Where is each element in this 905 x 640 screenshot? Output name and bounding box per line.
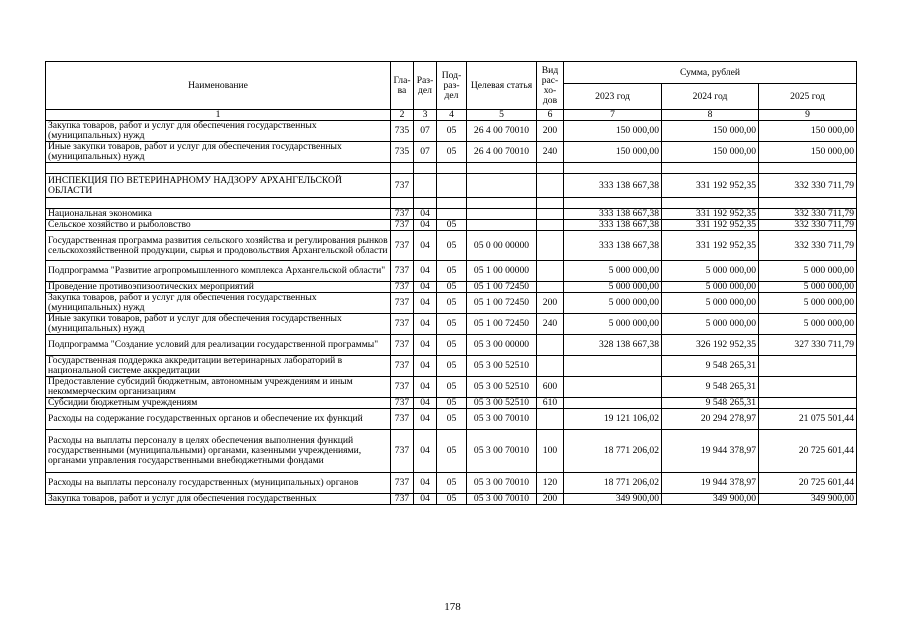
row-sum-2024: 331 192 952,35 — [662, 209, 759, 220]
row-sum-2024: 150 000,00 — [662, 142, 759, 163]
column-number: 9 — [759, 110, 857, 121]
row-razdel: 04 — [414, 293, 437, 314]
row-razdel: 04 — [414, 282, 437, 293]
row-glava — [391, 163, 414, 174]
row-vid: 200 — [537, 293, 564, 314]
row-celevaya — [467, 163, 537, 174]
header-name: Наименование — [46, 62, 391, 110]
row-podrazdel: 05 — [437, 430, 467, 473]
row-sum-2023: 333 138 667,38 — [564, 220, 662, 231]
row-podrazdel: 05 — [437, 293, 467, 314]
row-name: Субсидии бюджетным учреждениям — [46, 398, 391, 409]
row-podrazdel: 05 — [437, 473, 467, 494]
row-sum-2024: 331 192 952,35 — [662, 174, 759, 198]
row-razdel: 04 — [414, 231, 437, 261]
row-razdel — [414, 198, 437, 209]
header-vid: Вид рас-хо-дов — [537, 62, 564, 110]
row-razdel: 04 — [414, 398, 437, 409]
row-razdel: 04 — [414, 314, 437, 335]
row-podrazdel: 05 — [437, 121, 467, 142]
row-glava: 737 — [391, 494, 414, 505]
row-celevaya: 05 1 00 72450 — [467, 282, 537, 293]
table-row — [46, 142, 857, 163]
row-podrazdel: 05 — [437, 356, 467, 377]
row-sum-2025: 349 900,00 — [759, 494, 857, 505]
row-name: Подпрограмма "Развитие агропромышленного комплекса Архангельской области" — [46, 261, 391, 282]
row-podrazdel: 05 — [437, 142, 467, 163]
row-sum-2025 — [759, 198, 857, 209]
row-sum-2023: 5 000 000,00 — [564, 282, 662, 293]
row-vid — [537, 261, 564, 282]
row-name: Предоставление субсидий бюджетным, автономным учреждениям и иным некоммерческим организациям — [46, 377, 391, 398]
header-year-2023: 2023 год — [564, 84, 662, 110]
row-vid: 200 — [537, 121, 564, 142]
row-celevaya — [467, 209, 537, 220]
row-sum-2024: 5 000 000,00 — [662, 282, 759, 293]
row-vid: 240 — [537, 142, 564, 163]
row-sum-2023: 5 000 000,00 — [564, 293, 662, 314]
row-name: Государственная программа развития сельского хозяйства и регулирования рынков сельскохозяйственной продукции, сырья и продовольствия Архангельской области — [46, 231, 391, 261]
row-sum-2025: 5 000 000,00 — [759, 293, 857, 314]
row-razdel: 04 — [414, 473, 437, 494]
row-name: Расходы на выплаты персоналу государственных (муниципальных) органов — [46, 473, 391, 494]
row-vid: 610 — [537, 398, 564, 409]
row-vid — [537, 198, 564, 209]
row-vid — [537, 231, 564, 261]
header-celevaya: Целевая статья — [467, 62, 537, 110]
row-glava: 737 — [391, 209, 414, 220]
row-glava: 737 — [391, 398, 414, 409]
column-number: 2 — [391, 110, 414, 121]
row-sum-2023: 333 138 667,38 — [564, 174, 662, 198]
row-sum-2023: 19 121 106,02 — [564, 409, 662, 430]
row-glava: 737 — [391, 174, 414, 198]
row-sum-2025: 5 000 000,00 — [759, 282, 857, 293]
row-name: Национальная экономика — [46, 209, 391, 220]
budget-table — [45, 61, 857, 505]
row-sum-2025: 332 330 711,79 — [759, 174, 857, 198]
row-sum-2023: 333 138 667,38 — [564, 209, 662, 220]
page-number: 178 — [444, 601, 461, 613]
row-vid: 120 — [537, 473, 564, 494]
row-celevaya: 05 3 00 52510 — [467, 398, 537, 409]
row-celevaya — [467, 174, 537, 198]
row-razdel: 04 — [414, 494, 437, 505]
row-vid: 600 — [537, 377, 564, 398]
row-podrazdel — [437, 174, 467, 198]
row-glava: 735 — [391, 142, 414, 163]
row-podrazdel — [437, 163, 467, 174]
row-glava: 737 — [391, 430, 414, 473]
table-row — [46, 409, 857, 430]
row-sum-2025: 327 330 711,79 — [759, 335, 857, 356]
row-podrazdel: 05 — [437, 409, 467, 430]
row-sum-2024: 19 944 378,97 — [662, 430, 759, 473]
row-celevaya — [467, 198, 537, 209]
row-sum-2025: 332 330 711,79 — [759, 209, 857, 220]
row-razdel: 04 — [414, 261, 437, 282]
row-sum-2023: 349 900,00 — [564, 494, 662, 505]
row-sum-2023 — [564, 198, 662, 209]
row-razdel: 07 — [414, 142, 437, 163]
row-celevaya: 05 1 00 72450 — [467, 314, 537, 335]
row-sum-2025 — [759, 398, 857, 409]
row-sum-2023: 18 771 206,02 — [564, 473, 662, 494]
table-row — [46, 293, 857, 314]
row-celevaya — [467, 220, 537, 231]
row-sum-2024: 326 192 952,35 — [662, 335, 759, 356]
row-podrazdel: 05 — [437, 314, 467, 335]
row-podrazdel: 05 — [437, 494, 467, 505]
row-sum-2023 — [564, 398, 662, 409]
table-row — [46, 121, 857, 142]
row-sum-2025: 5 000 000,00 — [759, 314, 857, 335]
row-name: Расходы на выплаты персоналу в целях обеспечения выполнения функций государственными (муниципальными) органами, казенными учреждениями, органами управления государственными внебюджетными фондами — [46, 430, 391, 473]
row-razdel: 07 — [414, 121, 437, 142]
row-name: Сельское хозяйство и рыболовство — [46, 220, 391, 231]
row-glava: 737 — [391, 409, 414, 430]
row-sum-2023: 150 000,00 — [564, 121, 662, 142]
header-glava: Гла-ва — [391, 62, 414, 110]
table-row — [46, 494, 857, 505]
row-name: Подпрограмма "Создание условий для реализации государственной программы" — [46, 335, 391, 356]
row-name: ИНСПЕКЦИЯ ПО ВЕТЕРИНАРНОМУ НАДЗОРУ АРХАНГЕЛЬСКОЙ ОБЛАСТИ — [46, 174, 391, 198]
row-sum-2025: 150 000,00 — [759, 121, 857, 142]
row-sum-2025: 332 330 711,79 — [759, 231, 857, 261]
row-glava: 737 — [391, 377, 414, 398]
row-vid — [537, 409, 564, 430]
column-number: 1 — [46, 110, 391, 121]
row-glava: 737 — [391, 282, 414, 293]
table-row — [46, 209, 857, 220]
row-name — [46, 198, 391, 209]
row-sum-2024: 20 294 278,97 — [662, 409, 759, 430]
row-sum-2024: 5 000 000,00 — [662, 261, 759, 282]
row-sum-2024: 5 000 000,00 — [662, 293, 759, 314]
row-podrazdel: 05 — [437, 231, 467, 261]
header-year-2025: 2025 год — [759, 84, 857, 110]
row-sum-2025: 150 000,00 — [759, 142, 857, 163]
row-name — [46, 163, 391, 174]
row-sum-2024: 9 548 265,31 — [662, 398, 759, 409]
row-vid — [537, 335, 564, 356]
row-celevaya: 05 3 00 52510 — [467, 377, 537, 398]
column-number: 8 — [662, 110, 759, 121]
row-razdel: 04 — [414, 209, 437, 220]
row-razdel: 04 — [414, 409, 437, 430]
row-razdel: 04 — [414, 335, 437, 356]
table-row — [46, 220, 857, 231]
row-sum-2025: 20 725 601,44 — [759, 430, 857, 473]
row-sum-2024: 9 548 265,31 — [662, 356, 759, 377]
row-celevaya: 05 1 00 00000 — [467, 261, 537, 282]
table-row — [46, 335, 857, 356]
column-number: 3 — [414, 110, 437, 121]
table-row — [46, 261, 857, 282]
row-sum-2025: 20 725 601,44 — [759, 473, 857, 494]
row-vid — [537, 220, 564, 231]
row-glava — [391, 198, 414, 209]
row-razdel: 04 — [414, 356, 437, 377]
row-sum-2023: 328 138 667,38 — [564, 335, 662, 356]
row-vid — [537, 282, 564, 293]
row-name: Закупка товаров, работ и услуг для обеспечения государственных — [46, 494, 391, 505]
row-razdel: 04 — [414, 220, 437, 231]
row-glava: 737 — [391, 335, 414, 356]
row-name: Закупка товаров, работ и услуг для обеспечения государственных (муниципальных) нужд — [46, 121, 391, 142]
row-podrazdel: 05 — [437, 261, 467, 282]
row-name: Проведение противоэпизоотических мероприятий — [46, 282, 391, 293]
row-sum-2024: 331 192 952,35 — [662, 220, 759, 231]
column-number: 6 — [537, 110, 564, 121]
row-sum-2025: 21 075 501,44 — [759, 409, 857, 430]
row-sum-2025 — [759, 356, 857, 377]
row-podrazdel — [437, 209, 467, 220]
table-row — [46, 198, 857, 209]
row-celevaya: 05 3 00 70010 — [467, 409, 537, 430]
table-row — [46, 430, 857, 473]
row-glava: 737 — [391, 356, 414, 377]
row-name: Расходы на содержание государственных органов и обеспечение их функций — [46, 409, 391, 430]
row-sum-2025 — [759, 377, 857, 398]
header-summa: Сумма, рублей — [564, 62, 857, 84]
column-number: 4 — [437, 110, 467, 121]
row-podrazdel: 05 — [437, 398, 467, 409]
row-vid — [537, 209, 564, 220]
column-number-row — [46, 110, 857, 121]
row-vid: 200 — [537, 494, 564, 505]
row-sum-2024: 5 000 000,00 — [662, 314, 759, 335]
row-glava: 737 — [391, 314, 414, 335]
table-body — [46, 121, 857, 505]
table-row — [46, 356, 857, 377]
header-podrazdel: Под-раз-дел — [437, 62, 467, 110]
table-row — [46, 174, 857, 198]
column-number: 7 — [564, 110, 662, 121]
row-celevaya: 05 3 00 70010 — [467, 494, 537, 505]
row-sum-2023: 150 000,00 — [564, 142, 662, 163]
table-row — [46, 377, 857, 398]
row-sum-2023 — [564, 356, 662, 377]
row-vid — [537, 163, 564, 174]
row-podrazdel: 05 — [437, 282, 467, 293]
row-sum-2024: 19 944 378,97 — [662, 473, 759, 494]
row-glava: 735 — [391, 121, 414, 142]
row-name: Государственная поддержка аккредитации ветеринарных лабораторий в национальной системе аккредитации — [46, 356, 391, 377]
row-celevaya: 26 4 00 70010 — [467, 142, 537, 163]
row-name: Иные закупки товаров, работ и услуг для обеспечения государственных (муниципальных) нужд — [46, 142, 391, 163]
row-sum-2024: 9 548 265,31 — [662, 377, 759, 398]
row-razdel: 04 — [414, 377, 437, 398]
table-row — [46, 314, 857, 335]
row-glava: 737 — [391, 261, 414, 282]
row-sum-2023 — [564, 377, 662, 398]
row-sum-2023: 5 000 000,00 — [564, 314, 662, 335]
row-celevaya: 05 0 00 00000 — [467, 231, 537, 261]
row-sum-2025: 5 000 000,00 — [759, 261, 857, 282]
row-razdel: 04 — [414, 430, 437, 473]
row-vid — [537, 174, 564, 198]
row-podrazdel — [437, 198, 467, 209]
row-sum-2023: 18 771 206,02 — [564, 430, 662, 473]
row-podrazdel: 05 — [437, 377, 467, 398]
table-row — [46, 473, 857, 494]
row-glava: 737 — [391, 231, 414, 261]
table-row — [46, 163, 857, 174]
row-vid — [537, 356, 564, 377]
row-glava: 737 — [391, 293, 414, 314]
column-number: 5 — [467, 110, 537, 121]
table-row — [46, 282, 857, 293]
row-name: Иные закупки товаров, работ и услуг для обеспечения государственных (муниципальных) нужд — [46, 314, 391, 335]
row-sum-2024 — [662, 198, 759, 209]
row-glava: 737 — [391, 473, 414, 494]
row-sum-2024: 331 192 952,35 — [662, 231, 759, 261]
row-celevaya: 05 3 00 70010 — [467, 473, 537, 494]
row-sum-2025 — [759, 163, 857, 174]
row-glava: 737 — [391, 220, 414, 231]
header-razdel: Раз-дел — [414, 62, 437, 110]
row-sum-2023 — [564, 163, 662, 174]
row-vid: 100 — [537, 430, 564, 473]
table-row — [46, 398, 857, 409]
row-razdel — [414, 174, 437, 198]
row-podrazdel: 05 — [437, 220, 467, 231]
table-row — [46, 231, 857, 261]
row-celevaya: 05 1 00 72450 — [467, 293, 537, 314]
row-razdel — [414, 163, 437, 174]
row-sum-2024: 349 900,00 — [662, 494, 759, 505]
row-celevaya: 05 3 00 70010 — [467, 430, 537, 473]
row-sum-2023: 333 138 667,38 — [564, 231, 662, 261]
row-podrazdel: 05 — [437, 335, 467, 356]
row-celevaya: 05 3 00 00000 — [467, 335, 537, 356]
row-celevaya: 05 3 00 52510 — [467, 356, 537, 377]
row-name: Закупка товаров, работ и услуг для обеспечения государственных (муниципальных) нужд — [46, 293, 391, 314]
row-sum-2025: 332 330 711,79 — [759, 220, 857, 231]
row-vid: 240 — [537, 314, 564, 335]
row-celevaya: 26 4 00 70010 — [467, 121, 537, 142]
row-sum-2024 — [662, 163, 759, 174]
row-sum-2024: 150 000,00 — [662, 121, 759, 142]
row-sum-2023: 5 000 000,00 — [564, 261, 662, 282]
header-year-2024: 2024 год — [662, 84, 759, 110]
